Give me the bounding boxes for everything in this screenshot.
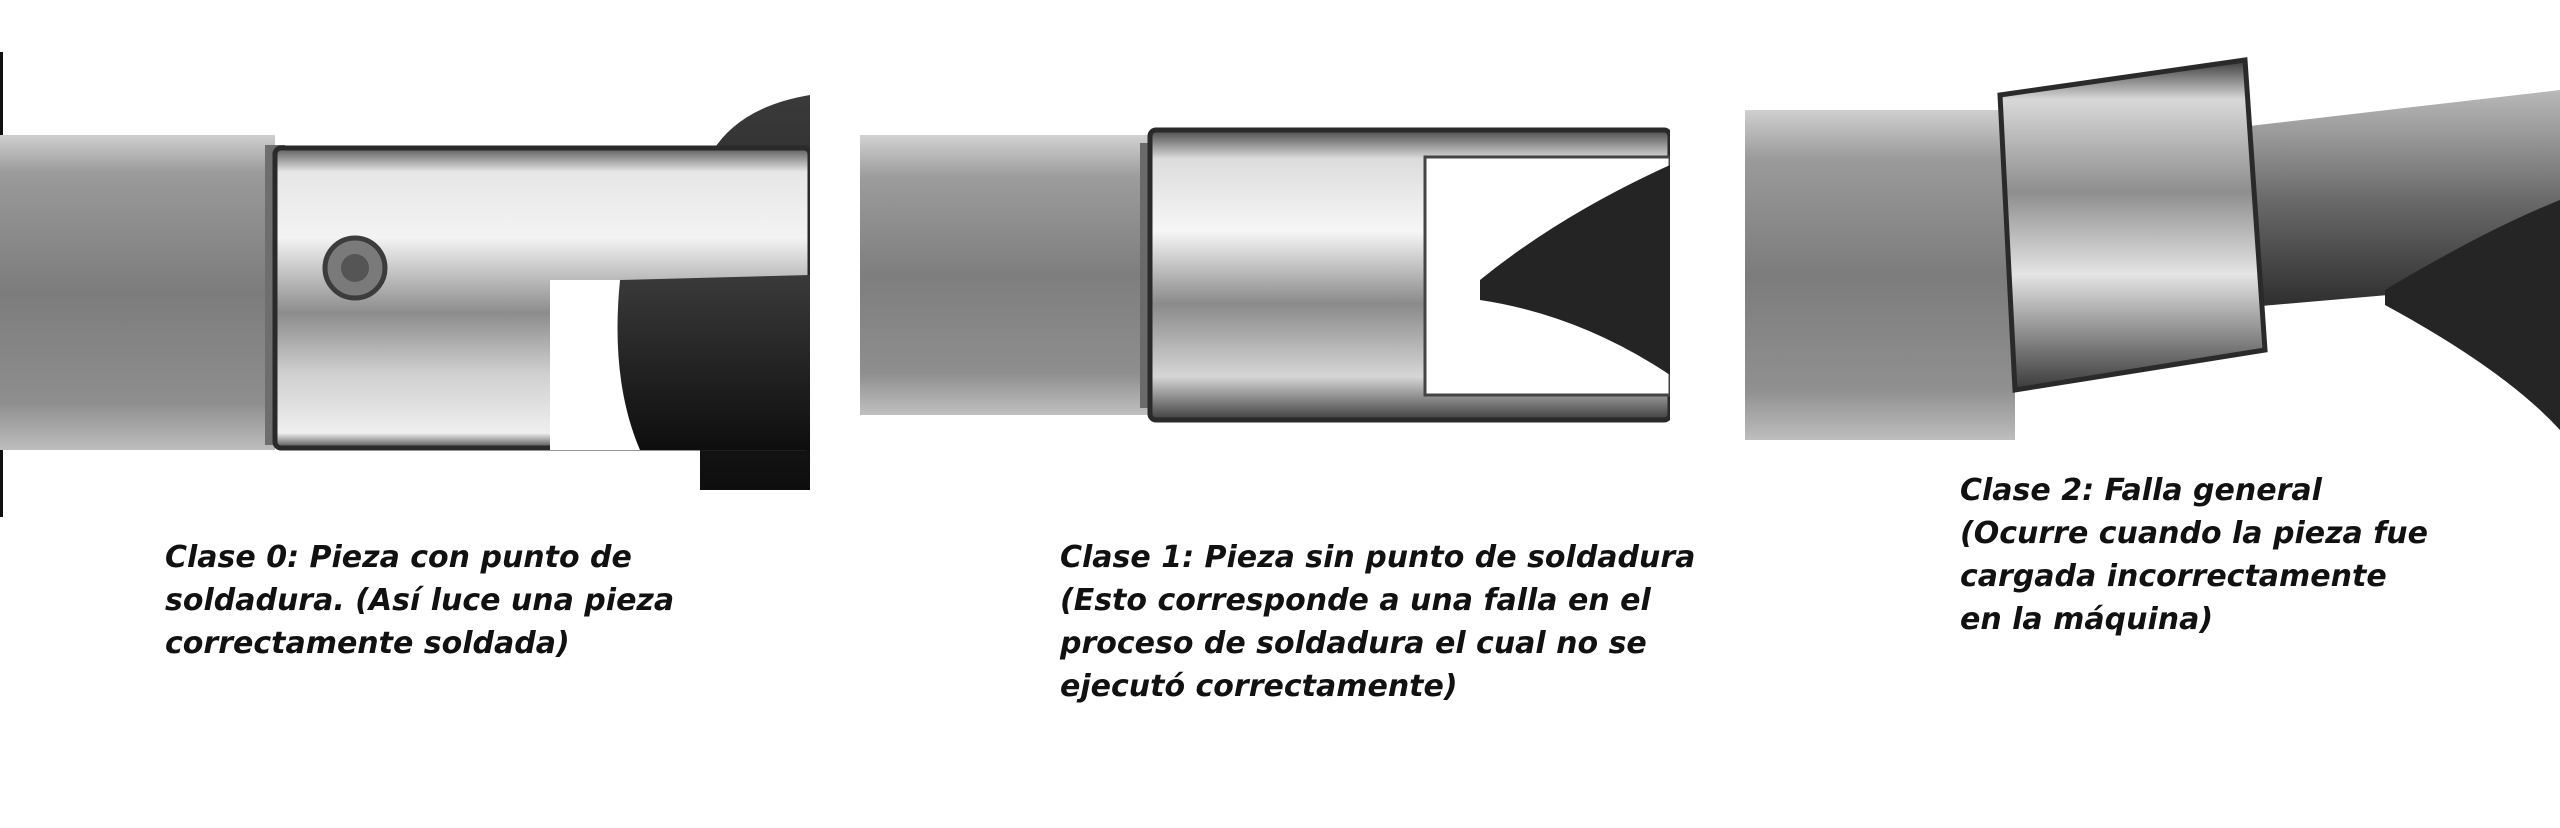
caption-class-0 <box>165 536 674 665</box>
wire-tip-shape <box>618 275 811 450</box>
caption-line: proceso de soldadura el cual no se <box>1060 626 1647 661</box>
caption-line: ejecutó correctamente) <box>1060 669 1458 704</box>
photo-class-2-image <box>1745 50 2560 450</box>
sleeve-shape <box>860 135 1150 415</box>
sleeve-shape <box>1745 110 2015 440</box>
photo-class-2 <box>1745 50 2560 450</box>
caption-line: correctamente soldada) <box>165 626 570 661</box>
caption-line: Clase 0: Pieza con punto de <box>165 540 632 575</box>
photo-class-1 <box>860 115 1670 455</box>
caption-line: en la máquina) <box>1960 602 2214 637</box>
caption-line: Clase 2: Falla general <box>1960 473 2322 508</box>
caption-line: (Ocurre cuando la pieza fue <box>1960 516 2428 551</box>
photo-class-1-image <box>860 115 1670 455</box>
terminal-shape <box>2000 60 2265 390</box>
caption-line: soldadura. (Así luce una pieza <box>165 583 675 618</box>
photo-class-0-image <box>0 50 810 520</box>
photo-class-0 <box>0 50 810 520</box>
caption-line: cargada incorrectamente <box>1960 559 2387 594</box>
caption-line: Clase 1: Pieza sin punto de soldadura <box>1060 540 1696 575</box>
sleeve-shape <box>0 135 275 450</box>
caption-class-1 <box>1060 536 1695 708</box>
caption-line: (Esto corresponde a una falla en el <box>1060 583 1651 618</box>
caption-class-2 <box>1960 469 2428 641</box>
